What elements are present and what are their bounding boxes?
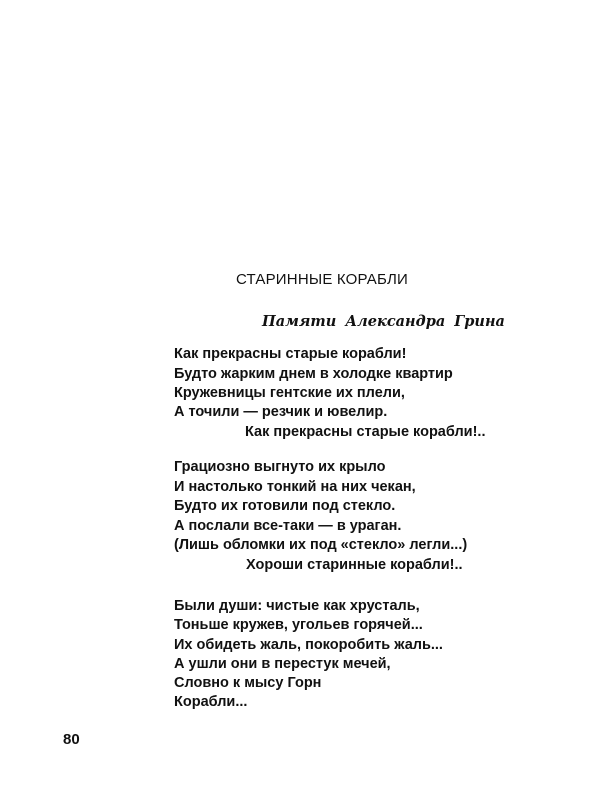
poem-line: Хороши старинные корабли!.. bbox=[246, 557, 463, 573]
poem-line: И настолько тонкий на них чекан, bbox=[174, 479, 416, 495]
poem-line: Корабли... bbox=[174, 694, 248, 710]
poem-line: А точили — резчик и ювелир. bbox=[174, 404, 388, 420]
dedication: Памяти Александра Грина bbox=[262, 313, 505, 330]
poem-line: Кружевницы гентские их плели, bbox=[174, 385, 405, 401]
poem-line: Были души: чистые как хрусталь, bbox=[174, 598, 420, 614]
poem-title: СТАРИННЫЕ КОРАБЛИ bbox=[236, 271, 409, 288]
poem-line: А ушли они в перестук мечей, bbox=[174, 656, 391, 672]
page-number: 80 bbox=[63, 731, 80, 748]
poem-line: Будто их готовили под стекло. bbox=[174, 498, 396, 514]
poem-line: (Лишь обломки их под «стекло» легли...) bbox=[174, 537, 468, 553]
poem-line: А послали все-таки — в ураган. bbox=[174, 518, 402, 534]
poem-line: Как прекрасны старые корабли!.. bbox=[245, 424, 486, 440]
poem-line: Как прекрасны старые корабли! bbox=[174, 346, 407, 362]
poem-line: Их обидеть жаль, покоробить жаль... bbox=[174, 637, 443, 653]
poem-line: Грациозно выгнуто их крыло bbox=[174, 459, 386, 475]
poem-line: Будто жарким днем в холодке квартир bbox=[174, 366, 453, 382]
poem-line: Тоньше кружев, угольев горячей... bbox=[174, 617, 423, 633]
poem-line: Словно к мысу Горн bbox=[174, 675, 322, 691]
